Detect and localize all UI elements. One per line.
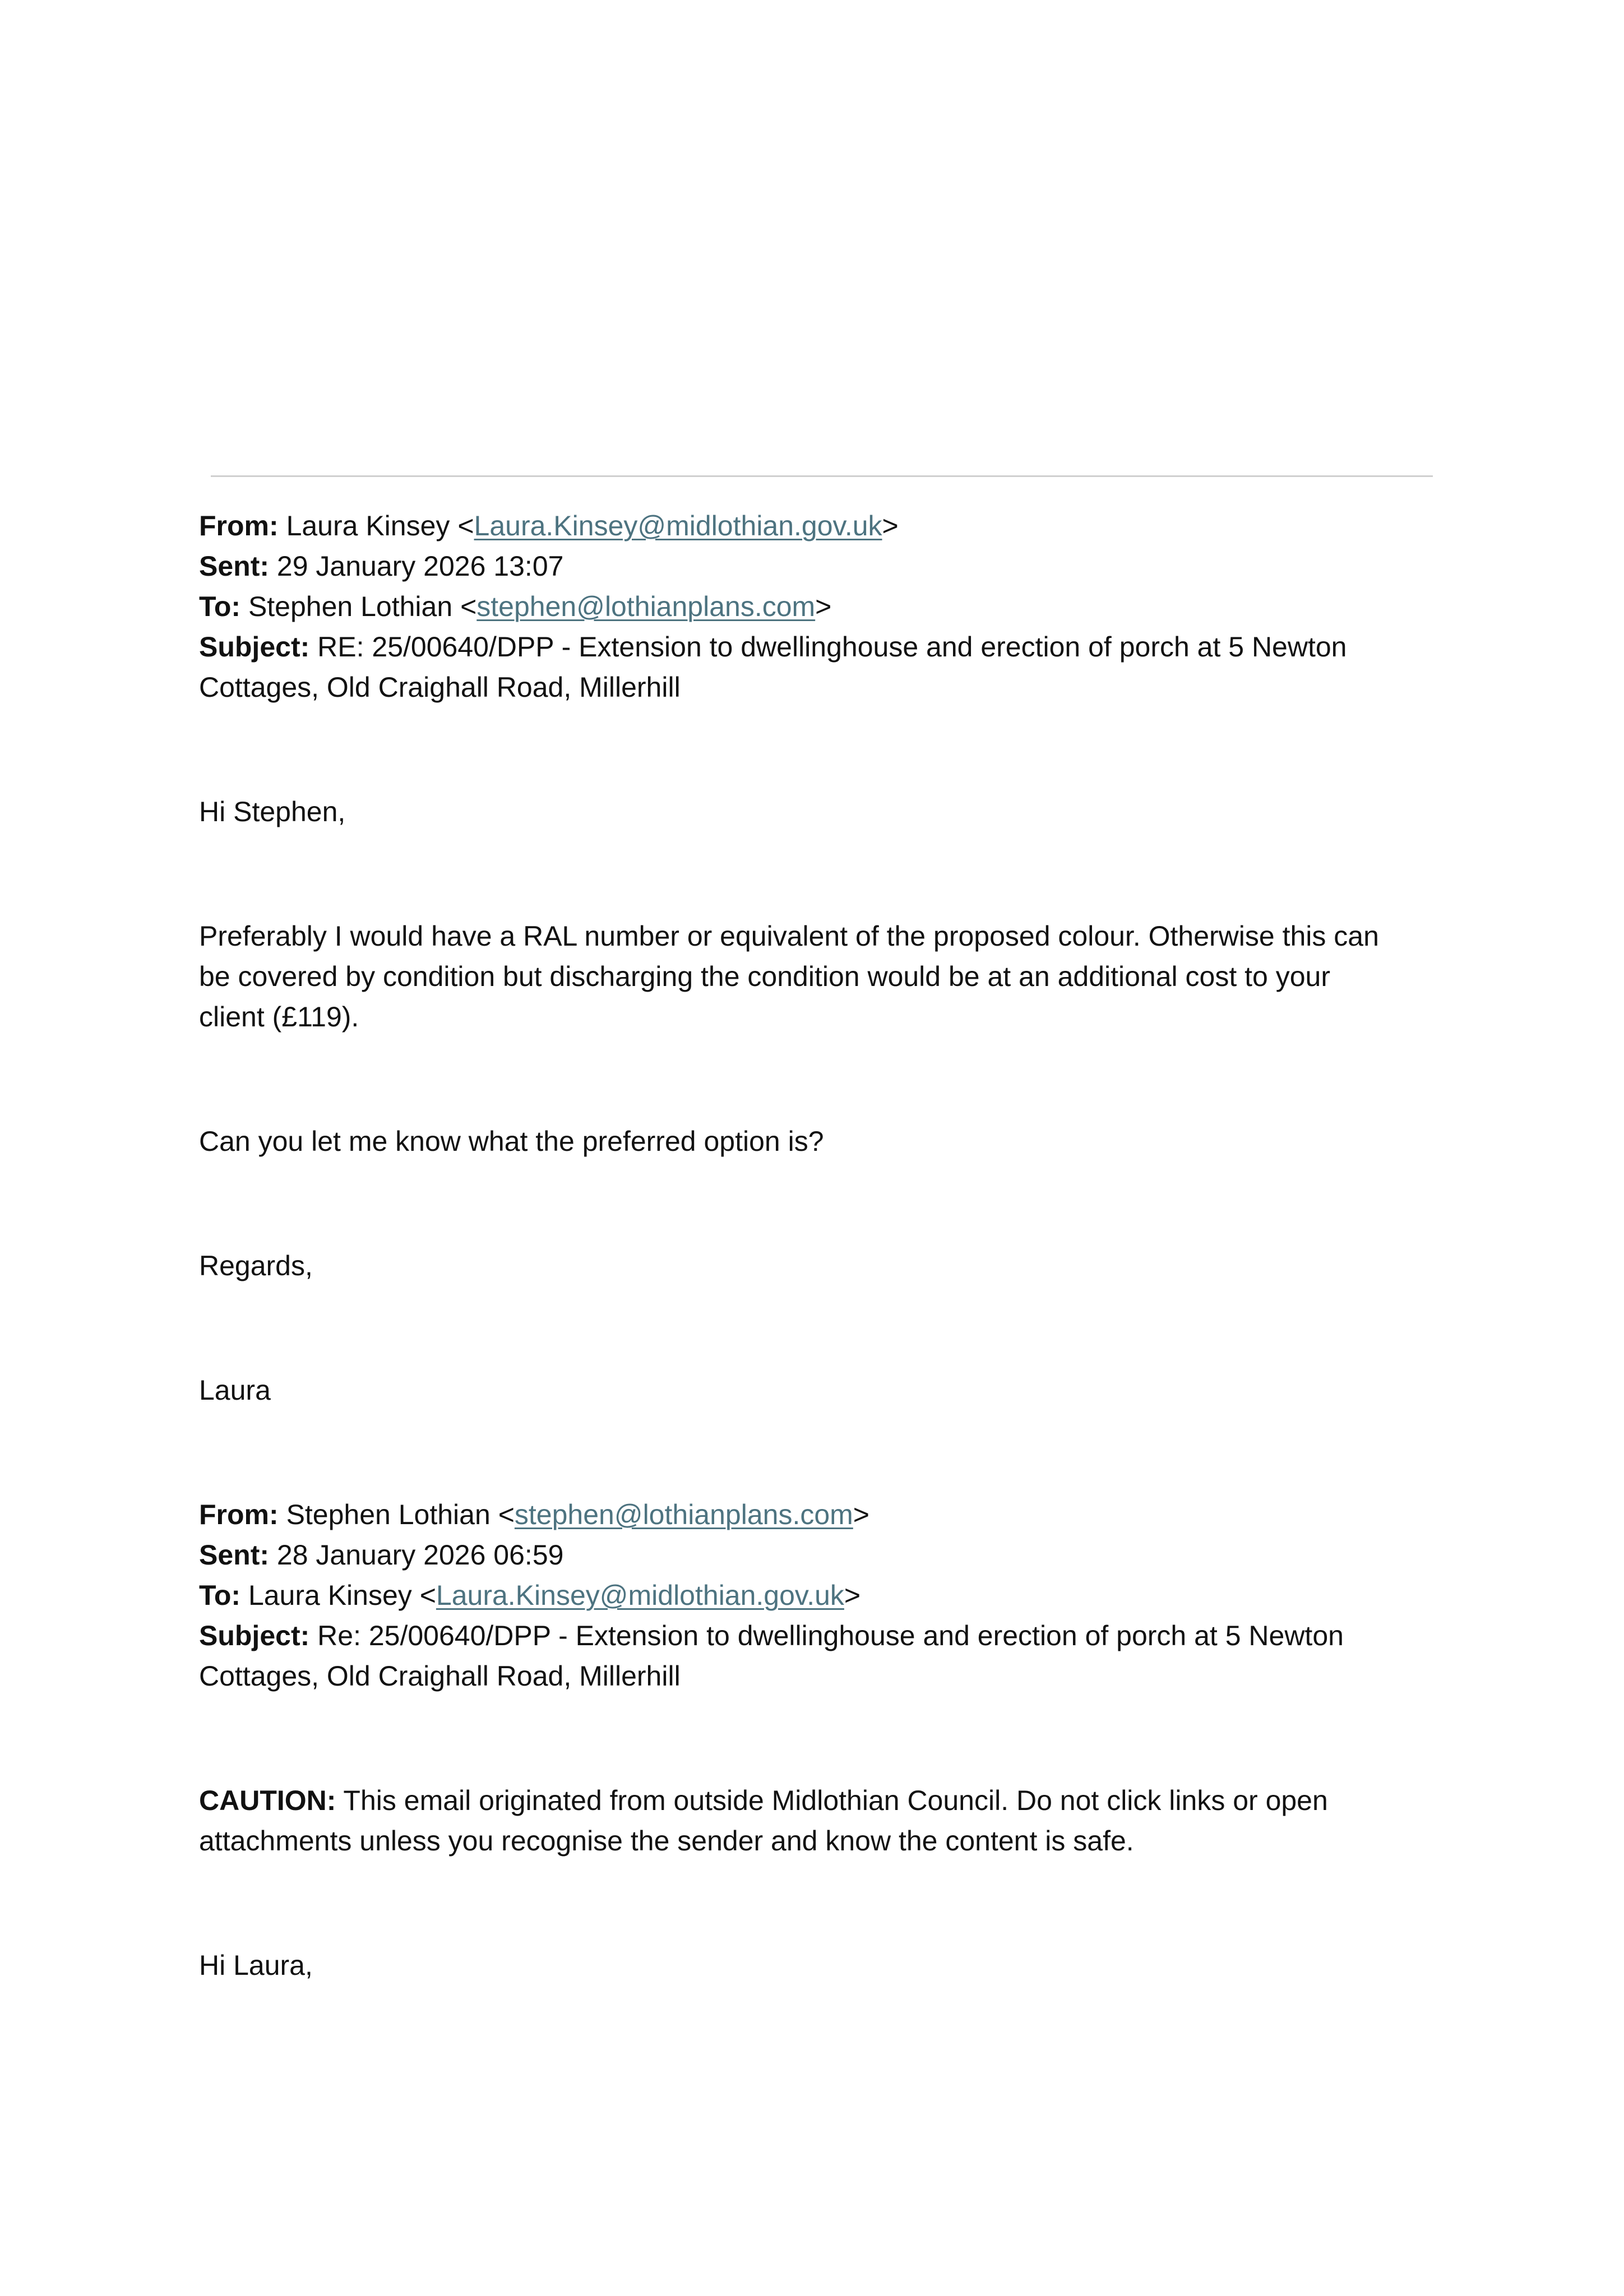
email1-from-email-link[interactable]: Laura.Kinsey@midlothian.gov.uk [474,510,882,541]
email2-to-label: To: [199,1580,241,1611]
email2-to-row [199,1575,1438,1615]
email1-para1-line2: be covered by condition but discharging the condition would be at an additional cost to your [199,961,1330,992]
spacer [199,832,1438,916]
email1-from-name: Laura Kinsey [286,510,450,541]
email1-greeting: Hi Stephen, [199,796,346,827]
email1-signature: Laura [199,1374,271,1406]
email1-to-name: Stephen Lothian [248,591,453,622]
spacer [199,1410,1438,1494]
caution-line1-row [199,1780,1438,1821]
email1-sent-value: 29 January 2026 13:07 [276,550,564,582]
email1-subject-row [199,627,1438,667]
email1-header [199,506,1438,707]
email1-para1-line1: Preferably I would have a RAL number or equivalent of the proposed colour. Otherwise this can [199,920,1379,952]
email2-to-email-link[interactable]: Laura.Kinsey@midlothian.gov.uk [436,1580,844,1611]
email1-signoff: Regards, [199,1250,313,1281]
email1-from-label: From: [199,510,279,541]
gt-bracket: > [882,510,899,541]
lt-bracket: < [460,591,477,622]
email2-sent-label: Sent: [199,1539,269,1571]
email1-paragraph-1 [199,916,1438,1037]
spacer [199,1861,1438,1945]
email2-from-row [199,1494,1438,1535]
spacer [199,1286,1438,1370]
gt-bracket: > [844,1580,861,1611]
email2-subject-label: Subject: [199,1620,310,1651]
email2-subject-line2: Cottages, Old Craighall Road, Millerhill [199,1660,681,1692]
email2-to-name: Laura Kinsey [248,1580,412,1611]
spacer [199,1037,1438,1121]
email-thread [199,506,1438,1985]
spacer [199,1161,1438,1246]
email2-sent-row [199,1535,1438,1575]
caution-label: CAUTION: [199,1785,336,1816]
gt-bracket: > [815,591,832,622]
email1-para1-line3: client (£119). [199,1001,359,1033]
email2-from-email-link[interactable]: stephen@lothianplans.com [514,1499,853,1530]
lt-bracket: < [498,1499,515,1530]
email1-subject-line1: RE: 25/00640/DPP - Extension to dwellinghouse and erection of porch at 5 Newton [317,631,1347,663]
spacer [199,707,1438,791]
header-divider [211,475,1433,477]
email2-subject-row [199,1615,1438,1656]
email1-from-row [199,506,1438,546]
caution-notice [199,1780,1438,1861]
email2-from-label: From: [199,1499,279,1530]
lt-bracket: < [419,1580,436,1611]
gt-bracket: > [853,1499,869,1530]
caution-line1: This email originated from outside Midlothian Council. Do not click links or open [343,1785,1328,1816]
email1-sent-row [199,546,1438,586]
email1-subject-label: Subject: [199,631,310,663]
email1-subject-line2: Cottages, Old Craighall Road, Millerhill [199,672,681,703]
email2-greeting: Hi Laura, [199,1950,313,1981]
email2-sent-value: 28 January 2026 06:59 [276,1539,564,1571]
email1-paragraph-2: Can you let me know what the preferred option is? [199,1126,824,1157]
email2-header [199,1494,1438,1696]
email1-sent-label: Sent: [199,550,269,582]
email2-from-name: Stephen Lothian [286,1499,491,1530]
lt-bracket: < [457,510,474,541]
email1-to-email-link[interactable]: stephen@lothianplans.com [476,591,816,622]
email1-to-row [199,586,1438,627]
email1-to-label: To: [199,591,241,622]
email2-subject-line1: Re: 25/00640/DPP - Extension to dwellinghouse and erection of porch at 5 Newton [317,1620,1344,1651]
caution-line2: attachments unless you recognise the sender and know the content is safe. [199,1825,1134,1857]
spacer [199,1696,1438,1780]
